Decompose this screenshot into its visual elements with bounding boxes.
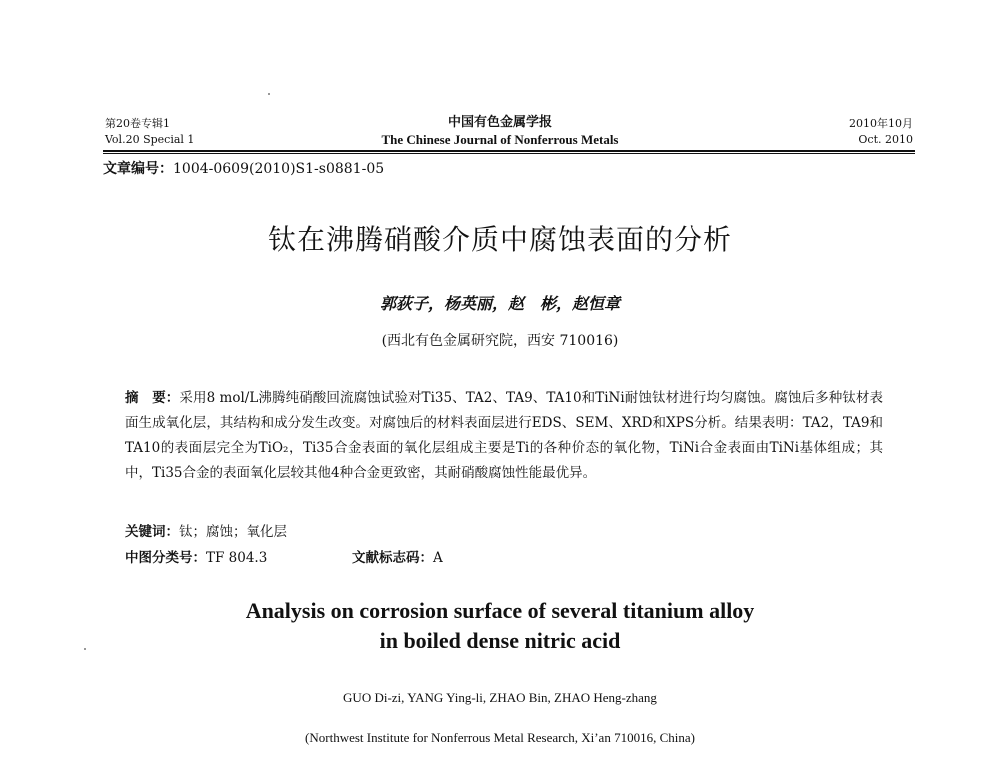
date-cn: 2010年10月 bbox=[849, 117, 913, 130]
article-number-value: 1004-0609(2010)S1-s0881-05 bbox=[173, 161, 385, 177]
paper-title-en-line1: Analysis on corrosion surface of several titanium alloy bbox=[245, 598, 755, 623]
header-rule bbox=[103, 150, 915, 152]
classification bbox=[125, 546, 267, 566]
article-number-label: 文章编号： bbox=[103, 161, 173, 177]
abstract-text: 采用8 mol/L沸腾纯硝酸回流腐蚀试验对Ti35、TA2、TA9、TA10和TiNi耐蚀钛材进行均匀腐蚀。腐蚀后多种钛材表面生成氧化层，其结构和成分发生改变。对腐蚀后的材料表面层进行EDS、SEM、XRD和XPS分析。结果表明：TA2，TA9和TA10的表面层完全为TiO₂，Ti35合金表面的氧化层组成主要是Ti的各种价态的氧化物，TiNi合金表面由TiNi基体组成；其中，Ti35合金的表面氧化层较其他4种合金更致密，其耐硝酸腐蚀性能最优异。 bbox=[125, 390, 884, 481]
header-volume bbox=[105, 116, 194, 148]
classification-value: TF 804.3 bbox=[206, 550, 268, 566]
volume-en: Vol.20 Special 1 bbox=[105, 133, 195, 146]
paper-title-en-line2: in boiled dense nitric acid bbox=[379, 628, 621, 653]
date-en: Oct. 2010 bbox=[858, 133, 913, 146]
journal-title-cn: 中国有色金属学报 bbox=[447, 115, 552, 130]
document-code-value: A bbox=[433, 550, 443, 566]
classification-label: 中图分类号： bbox=[125, 550, 206, 566]
article-number bbox=[103, 158, 384, 178]
paper-title-en bbox=[0, 596, 1000, 656]
keywords-label: 关键词： bbox=[125, 524, 179, 540]
abstract bbox=[125, 386, 883, 486]
keywords bbox=[125, 520, 287, 540]
abstract-label: 摘 要： bbox=[125, 390, 180, 406]
affiliation-cn: (西北有色金属研究院，西安 710016) bbox=[381, 333, 619, 349]
scan-speck bbox=[268, 93, 270, 95]
header-date bbox=[760, 116, 913, 148]
document-code-label: 文献标志码： bbox=[352, 550, 433, 566]
paper-title-cn: 钛在沸腾硝酸介质中腐蚀表面的分析 bbox=[267, 223, 732, 256]
journal-title-en: The Chinese Journal of Nonferrous Metals bbox=[381, 132, 619, 147]
authors-en: GUO Di-zi, YANG Ying-li, ZHAO Bin, ZHAO Heng-zhang bbox=[343, 690, 657, 705]
header-journal bbox=[360, 114, 640, 148]
authors-cn: 郭荻子，杨英丽，赵 彬，赵恒章 bbox=[379, 294, 620, 313]
affiliation-en: (Northwest Institute for Nonferrous Metal Research, Xi’an 710016, China) bbox=[305, 730, 695, 745]
header-rule-thin bbox=[103, 153, 915, 154]
document-code bbox=[352, 546, 443, 566]
volume-cn: 第20卷专辑1 bbox=[105, 117, 170, 130]
keywords-value: 钛；腐蚀；氧化层 bbox=[179, 524, 287, 540]
